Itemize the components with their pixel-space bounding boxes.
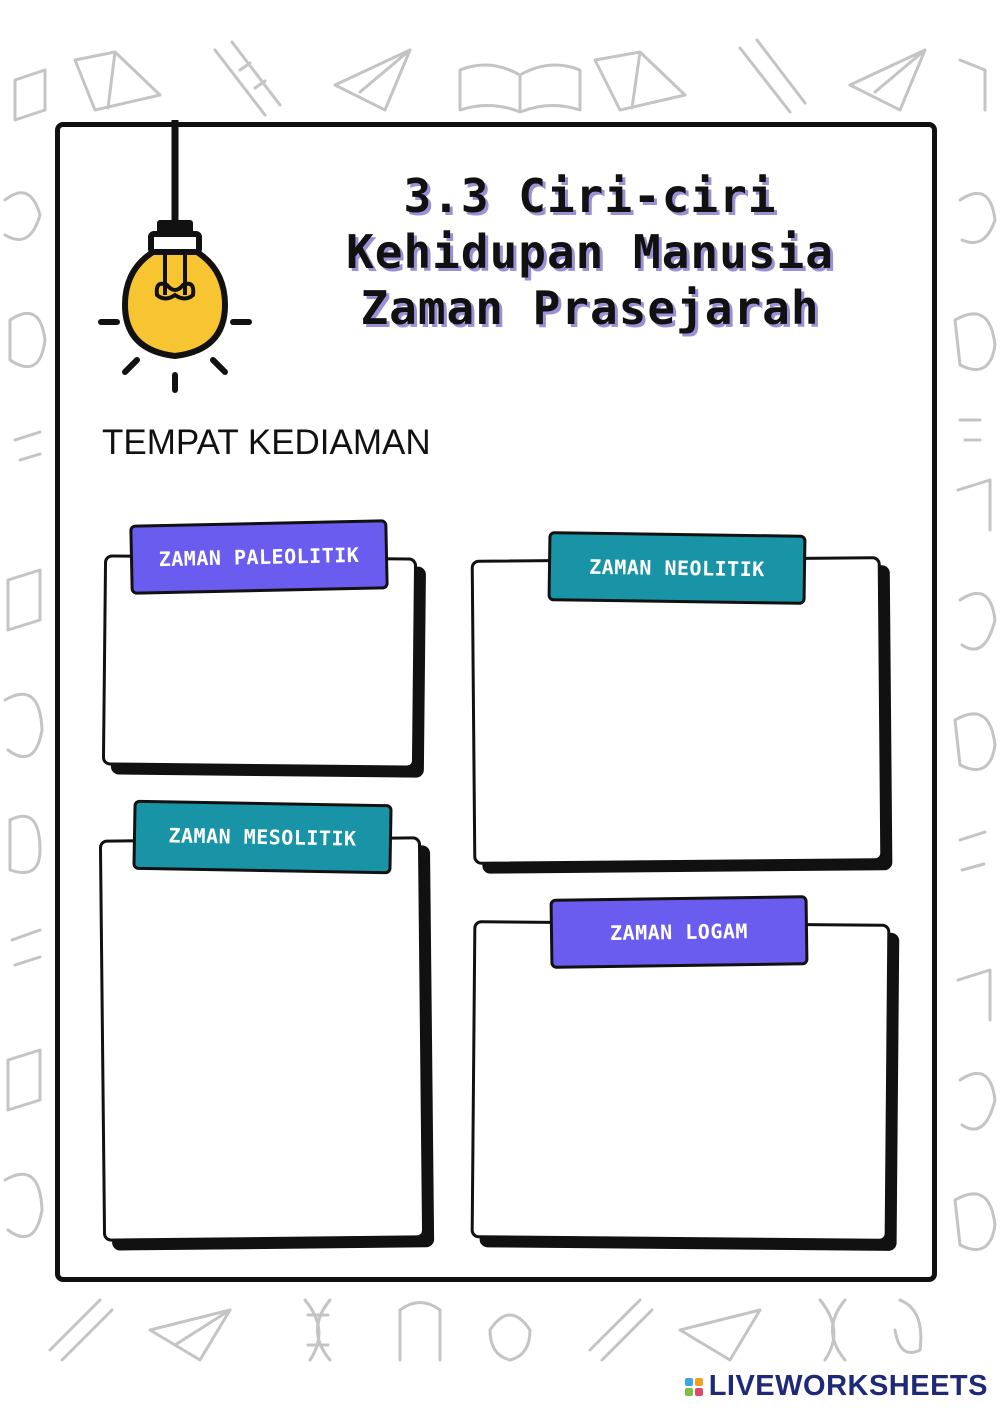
label-tab-paleolitik: ZAMAN PALEOLITIK bbox=[129, 519, 388, 594]
lightbulb-icon bbox=[95, 120, 255, 400]
label-tab-logam: ZAMAN LOGAM bbox=[550, 895, 809, 969]
brand-mark-icon bbox=[685, 1378, 703, 1396]
liveworksheets-logo bbox=[685, 1370, 988, 1403]
title-line-2: Kehidupan Manusia bbox=[346, 225, 834, 279]
title-line-3: Zaman Prasejarah bbox=[360, 281, 820, 335]
answer-box-mesolitik[interactable] bbox=[99, 836, 425, 1241]
brand-name: LIVEWORKSHEETS bbox=[708, 1370, 988, 1402]
section-heading: TEMPAT KEDIAMAN bbox=[102, 423, 431, 462]
label-tab-neolitik: ZAMAN NEOLITIK bbox=[548, 531, 807, 605]
label-tab-mesolitik: ZAMAN MESOLITIK bbox=[132, 800, 392, 875]
title-line-1: 3.3 Ciri-ciri bbox=[403, 169, 777, 223]
page-title bbox=[310, 168, 870, 336]
answer-box-logam[interactable] bbox=[471, 920, 891, 1242]
